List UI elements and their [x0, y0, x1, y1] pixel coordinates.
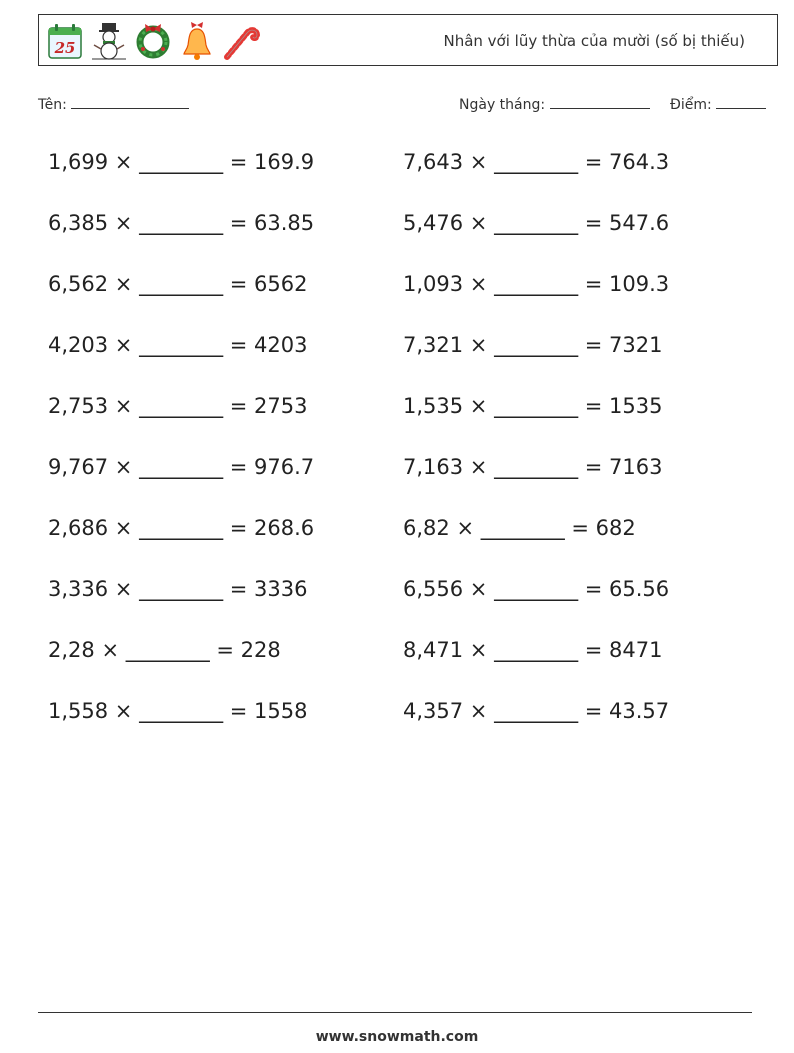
answer-blank[interactable]: ________: [139, 516, 224, 540]
calendar-day: 25: [54, 39, 76, 57]
answer-blank[interactable]: ________: [480, 516, 565, 540]
date-field[interactable]: [459, 96, 650, 113]
answer-blank[interactable]: ________: [494, 638, 579, 662]
answer-blank[interactable]: ________: [139, 699, 224, 723]
problem-left-7: 2,686 × ________ = 268.6: [48, 516, 315, 540]
problem-left-4: 4,203 × ________ = 4203: [48, 333, 308, 357]
date-label: Ngày tháng:: [459, 97, 546, 113]
answer-blank[interactable]: ________: [494, 150, 579, 174]
problem-right-4: 7,321 × ________ = 7321: [403, 333, 663, 357]
answer-blank[interactable]: ________: [494, 333, 579, 357]
problem-right-6: 7,163 × ________ = 7163: [403, 455, 663, 479]
problem-left-3: 6,562 × ________ = 6562: [48, 272, 308, 296]
score-blank[interactable]: [716, 96, 766, 109]
answer-blank[interactable]: ________: [139, 150, 224, 174]
problem-left-6: 9,767 × ________ = 976.7: [48, 455, 315, 479]
footer-website[interactable]: www.snowmath.com: [315, 1029, 479, 1045]
name-field[interactable]: [38, 96, 189, 113]
problem-right-2: 5,476 × ________ = 547.6: [403, 211, 670, 235]
name-blank[interactable]: [71, 96, 189, 109]
score-field[interactable]: [670, 96, 766, 113]
answer-blank[interactable]: ________: [494, 211, 579, 235]
problem-right-5: 1,535 × ________ = 1535: [403, 394, 663, 418]
problem-right-9: 8,471 × ________ = 8471: [403, 638, 663, 662]
bell-icon: [177, 21, 217, 61]
wreath-icon: [133, 21, 173, 61]
problem-left-5: 2,753 × ________ = 2753: [48, 394, 308, 418]
problem-right-10: 4,357 × ________ = 43.57: [403, 699, 670, 723]
worksheet-title: Nhân với lũy thừa của mười (số bị thiếu): [443, 32, 745, 50]
candy-cane-icon: [221, 21, 261, 61]
answer-blank[interactable]: ________: [494, 577, 579, 601]
answer-blank[interactable]: ________: [494, 699, 579, 723]
score-label: Điểm:: [670, 97, 712, 113]
answer-blank[interactable]: ________: [494, 272, 579, 296]
answer-blank[interactable]: ________: [139, 211, 224, 235]
problem-left-8: 3,336 × ________ = 3336: [48, 577, 308, 601]
snowman-icon: [89, 21, 129, 61]
problem-left-10: 1,558 × ________ = 1558: [48, 699, 308, 723]
name-label: Tên:: [38, 97, 67, 113]
problem-left-2: 6,385 × ________ = 63.85: [48, 211, 315, 235]
answer-blank[interactable]: ________: [125, 638, 210, 662]
answer-blank[interactable]: ________: [139, 577, 224, 601]
answer-blank[interactable]: ________: [139, 394, 224, 418]
problem-right-8: 6,556 × ________ = 65.56: [403, 577, 670, 601]
problem-left-9: 2,28 × ________ = 228: [48, 638, 281, 662]
problem-right-3: 1,093 × ________ = 109.3: [403, 272, 670, 296]
answer-blank[interactable]: ________: [494, 394, 579, 418]
footer-divider: [38, 1012, 752, 1013]
icon-strip: [45, 21, 261, 61]
answer-blank[interactable]: ________: [139, 455, 224, 479]
header-box: [38, 14, 778, 66]
answer-blank[interactable]: ________: [139, 333, 224, 357]
problem-left-1: 1,699 × ________ = 169.9: [48, 150, 315, 174]
problem-right-7: 6,82 × ________ = 682: [403, 516, 636, 540]
calendar-icon: [45, 21, 85, 61]
answer-blank[interactable]: ________: [494, 455, 579, 479]
problem-right-1: 7,643 × ________ = 764.3: [403, 150, 670, 174]
date-blank[interactable]: [550, 96, 650, 109]
answer-blank[interactable]: ________: [139, 272, 224, 296]
